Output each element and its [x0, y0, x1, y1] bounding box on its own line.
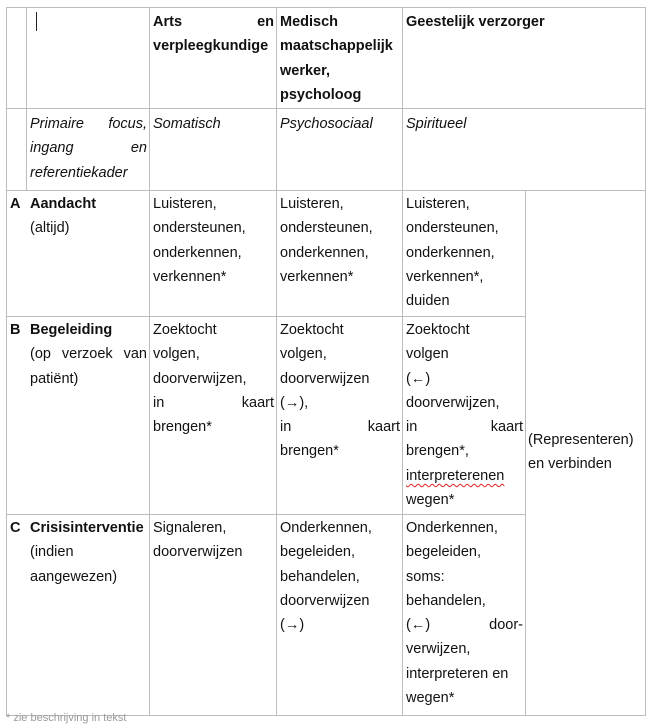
- row-c-arts: Signaleren, doorverwijzen: [153, 520, 243, 561]
- hline-header: [6, 108, 646, 109]
- row-a-arts: Luisteren, ondersteunen, onderkennen, verkennen*: [153, 196, 246, 285]
- spellcheck-word: interpreterenen: [406, 467, 505, 484]
- row-b-label: Begeleiding (op verzoek van patiënt): [30, 322, 147, 387]
- focus-label: Primaire focus, ingang en referentiekader: [30, 116, 147, 181]
- focus-medisch: Psychosociaal: [280, 116, 373, 132]
- extra-cell: (Representeren) en verbinden: [528, 432, 634, 473]
- focus-geestelijk: Spiritueel: [406, 116, 467, 132]
- row-b-medisch: Zoektocht volgen, doorverwijzen (→), in kaart brengen*: [280, 322, 400, 460]
- row-b-arts: Zoektocht volgen, doorverwijzen, in kaart brengen*: [153, 322, 274, 436]
- row-c-medisch: Onderkennen, begeleiden, behandelen, doorverwijzen (→): [280, 520, 372, 634]
- row-a-geestelijk: Luisteren, ondersteunen, onderkennen, verkennen*, duiden: [406, 196, 499, 310]
- row-b-geestelijk: Zoektocht volgen (←) doorverwijzen, in kaart brengen*, interpreterenen wegen*: [406, 322, 523, 509]
- border-left: [6, 7, 7, 716]
- header-geestelijk: Geestelijk verzorger: [406, 14, 545, 30]
- row-a-letter: A: [10, 196, 21, 212]
- row-a-label: Aandacht (altijd): [30, 196, 97, 237]
- border-right: [645, 7, 646, 716]
- footnote: * zie beschrijving in tekst: [6, 712, 127, 724]
- row-a-medisch: Luisteren, ondersteunen, onderkennen, verkennen*: [280, 196, 373, 285]
- focus-arts: Somatisch: [153, 116, 221, 132]
- row-b-letter: B: [10, 322, 21, 338]
- header-arts: Arts en verpleegkundige: [153, 14, 274, 55]
- row-c-label: Crisisinterventie (indien aangewezen): [30, 520, 144, 585]
- row-c-letter: C: [10, 520, 21, 536]
- header-medisch: Medisch maatschappelijk werker, psycholoog: [280, 14, 393, 103]
- row-c-geestelijk: Onderkennen, begeleiden, soms: behandelen, (←) door- verwijzen, interpreteren en wegen*: [406, 520, 523, 707]
- text-caret: [36, 12, 37, 31]
